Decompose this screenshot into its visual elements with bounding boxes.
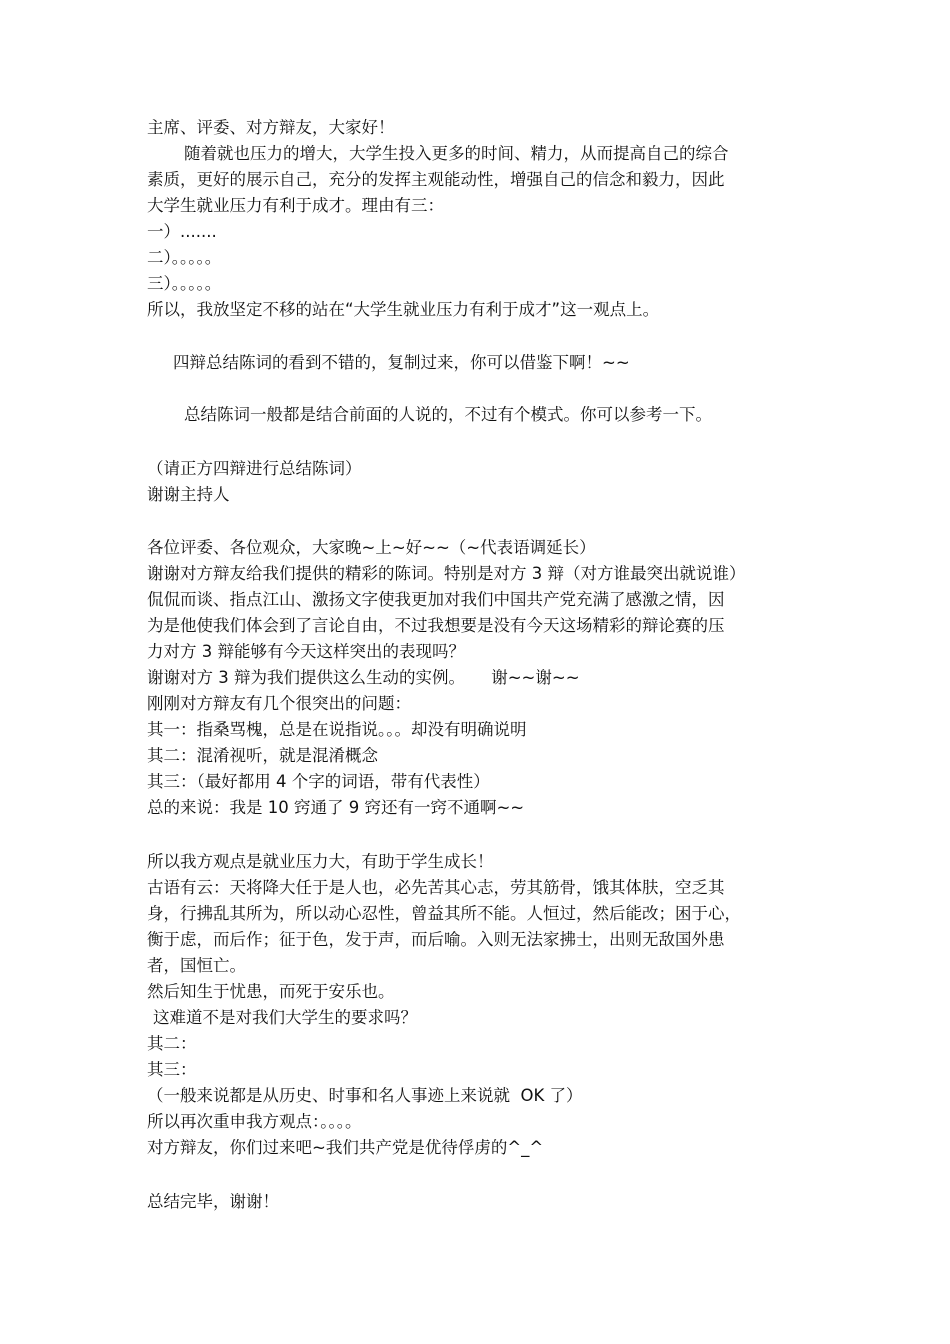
speech-line: 谢谢主持人 <box>147 485 230 504</box>
reason-line: 三）。。。。。 <box>147 274 222 293</box>
greeting-line: 主席、评委、对方辩友，大家好！ <box>147 118 395 137</box>
conclusion-line: 所以，我放坚定不移的站在“大学生就业压力有利于成才”这一观点上。 <box>147 300 660 319</box>
speech-line: 力对方 3 辩能够有今天这样突出的表现吗？ <box>147 642 465 661</box>
quote-line: 古语有云：天将降大任于是人也，必先苦其心志，劳其筋骨，饿其体肤，空乏其 <box>147 878 725 897</box>
reason-line: 二）。。。。。 <box>147 248 222 267</box>
speech-line: 为是他使我们体会到了言论自由，不过我想要是没有今天这场精彩的辩论赛的压 <box>147 616 725 635</box>
instruction-line: （一般来说都是从历史、时事和名人事迹上来说就 OK 了） <box>147 1086 583 1105</box>
paragraph-line: 素质，更好的展示自己，充分的发挥主观能动性，增强自己的信念和毅力，因此 <box>147 170 725 189</box>
quote-line: 者，国恒亡。 <box>147 956 246 975</box>
speech-line: 所以我方观点是就业压力大，有助于学生成长！ <box>147 852 494 871</box>
paragraph-line: 随着就也压力的增大，大学生投入更多的时间、精力，从而提高自己的综合 <box>184 144 729 163</box>
quote-line: 衡于虑，而后作；征于色，发于声，而后喻。入则无法家拂士，出则无敌国外患 <box>147 930 725 949</box>
note-line: 四辩总结陈词的看到不错的，复制过来，你可以借鉴下啊！~~ <box>173 353 630 372</box>
note-line: 总结陈词一般都是结合前面的人说的，不过有个模式。你可以参考一下。 <box>184 405 712 424</box>
speech-line: 刚刚对方辩友有几个很突出的问题： <box>147 694 411 713</box>
speech-line: 所以再次重申我方观点：。。。。 <box>147 1112 362 1131</box>
speech-line: 谢谢对方辩友给我们提供的精彩的陈词。特别是对方 3 辩（对方谁最突出就说谁） <box>147 564 746 583</box>
speech-line: 谢谢对方 3 辩为我们提供这么生动的实例。 谢~~谢~~ <box>147 668 580 687</box>
point-line: 其二：混淆视听，就是混淆概念 <box>147 746 378 765</box>
point-line: 其一：指桑骂槐，总是在说指说。。。却没有明确说明 <box>147 720 527 739</box>
speech-line: 总的来说：我是 10 窍通了 9 窍还有一窍不通啊~~ <box>147 798 525 817</box>
point-line: 其三：（最好都用 4 个字的词语，带有代表性） <box>147 772 490 791</box>
reason-line: 一）....... <box>147 222 217 241</box>
quote-line: 身，行拂乱其所为，所以动心忍性，曾益其所不能。人恒过，然后能改；困于心， <box>147 904 741 923</box>
quote-line: 然后知生于忧患，而死于安乐也。 <box>147 982 395 1001</box>
closing-line: 总结完毕，谢谢！ <box>147 1192 279 1211</box>
speech-line: 对方辩友，你们过来吧~我们共产党是优待俘虏的^_^ <box>147 1138 544 1157</box>
point-line: 其三： <box>147 1060 197 1079</box>
speech-line: 各位评委、各位观众，大家晚~上~好~~（~代表语调延长） <box>147 538 596 557</box>
speech-line: 这难道不是对我们大学生的要求吗？ <box>153 1008 417 1027</box>
speech-line: 侃侃而谈、指点江山、激扬文字使我更加对我们中国共产党充满了感激之情，因 <box>147 590 725 609</box>
instruction-line: （请正方四辩进行总结陈词） <box>147 459 362 478</box>
paragraph-line: 大学生就业压力有利于成才。理由有三： <box>147 196 444 215</box>
point-line: 其二： <box>147 1034 197 1053</box>
